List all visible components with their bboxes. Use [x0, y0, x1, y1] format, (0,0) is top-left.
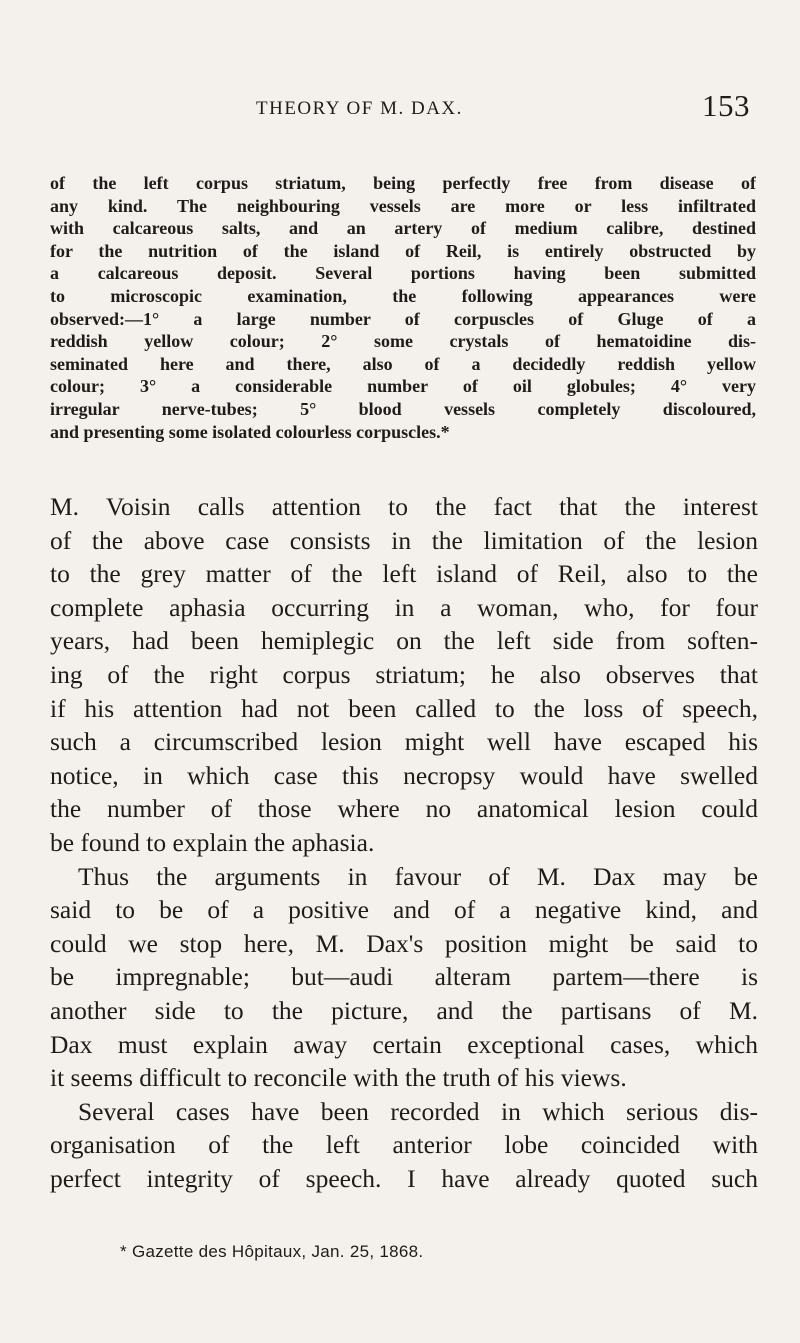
footnote: * Gazette des Hôpitaux, Jan. 25, 1868.: [120, 1242, 424, 1261]
text-line: and presenting some isolated colourless corpuscles.*: [50, 421, 450, 442]
text-line: the number of those where no anatomical lesion could: [50, 794, 758, 824]
text-line: notice, in which case this necropsy would have swelled: [50, 760, 758, 790]
text-line: it seems difficult to reconcile with the truth of his views.: [50, 1063, 627, 1093]
text-line: could we stop here, M. Dax's position might be said to: [50, 928, 758, 958]
text-line: M. Voisin calls attention to the fact that the interest: [50, 492, 758, 521]
text-line: organisation of the left anterior lobe coincided with: [50, 1130, 758, 1160]
text-line: seminated here and there, also of a decidedly reddish yellow: [50, 353, 756, 374]
case-report-paragraph: [50, 172, 756, 443]
running-head: [150, 88, 750, 128]
voisin-paragraph: [50, 490, 758, 860]
text-line: be found to explain the aphasia.: [50, 827, 375, 857]
text-line: to microscopic examination, the following appearances were: [50, 285, 756, 306]
text-line: said to be of a positive and of a negative kind, and: [50, 895, 758, 925]
text-line: Thus the arguments in favour of M. Dax may be: [78, 861, 758, 891]
text-line: another side to the picture, and the partisans of M.: [50, 995, 758, 1025]
text-line: irregular nerve-tubes; 5° blood vessels completely discoloured,: [50, 398, 756, 419]
text-line: such a circumscribed lesion might well have escaped his: [50, 727, 758, 757]
text-line: reddish yellow colour; 2° some crystals of hematoidine dis-: [50, 331, 756, 352]
text-line: of the above case consists in the limitation of the lesion: [50, 525, 758, 555]
text-line: of the left corpus striatum, being perfectly free from disease of: [50, 173, 756, 193]
text-line: years, had been hemiplegic on the left side from soften-: [50, 626, 758, 656]
text-line: with calcareous salts, and an artery of medium calibre, destined: [50, 218, 756, 239]
text-line: if his attention had not been called to the loss of speech,: [50, 693, 758, 723]
text-line: complete aphasia occurring in a woman, who, for four: [50, 592, 758, 622]
text-line: colour; 3° a considerable number of oil globules; 4° very: [50, 376, 756, 397]
running-title: THEORY OF M. DAX.: [256, 98, 463, 119]
text-line: observed:—1° a large number of corpuscles of Gluge of a: [50, 308, 756, 329]
cases-paragraph: [50, 1095, 758, 1196]
page-number: 153: [702, 88, 750, 123]
text-line: be impregnable; but—audi alteram partem—there is: [50, 962, 758, 992]
text-line: any kind. The neighbouring vessels are more or less infiltrated: [50, 195, 756, 216]
text-line: Dax must explain away certain exceptional cases, which: [50, 1029, 758, 1059]
text-line: for the nutrition of the island of Reil, is entirely obstructed by: [50, 240, 756, 261]
text-line: to the grey matter of the left island of Reil, also to the: [50, 559, 758, 589]
text-line: perfect integrity of speech. I have already quoted such: [50, 1163, 758, 1193]
text-line: Several cases have been recorded in which serious dis-: [78, 1096, 758, 1126]
text-line: ing of the right corpus striatum; he also observes that: [50, 659, 758, 689]
text-line: a calcareous deposit. Several portions having been submitted: [50, 263, 756, 284]
body-text: [50, 490, 758, 1195]
arguments-paragraph: [50, 860, 758, 1095]
